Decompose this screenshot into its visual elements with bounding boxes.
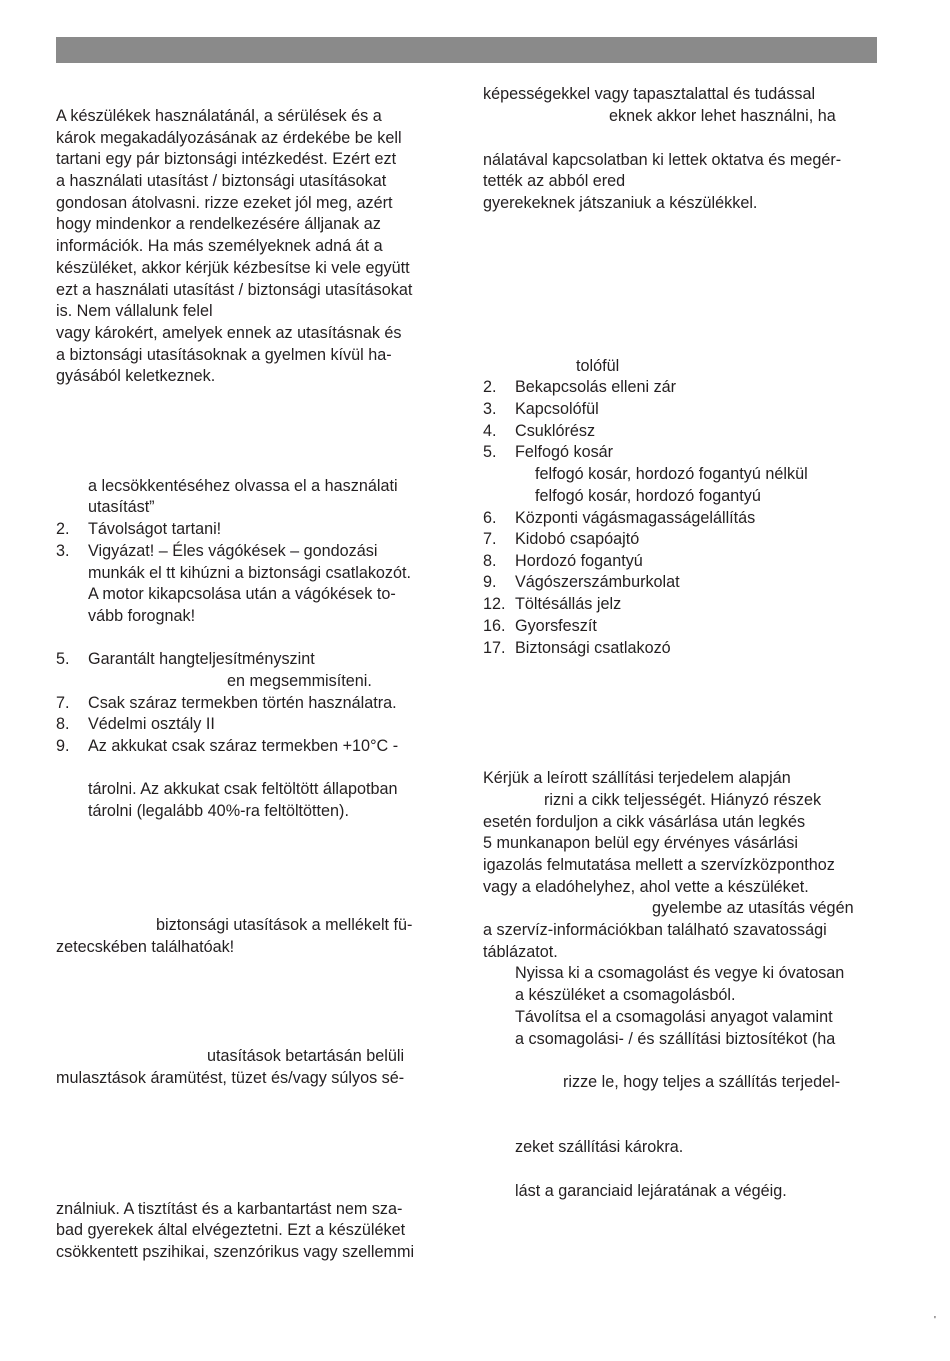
list-item-text: vább forognak! <box>88 607 196 625</box>
list-item-text: Csuklórész <box>515 422 596 440</box>
text-line: is. Nem vállalunk felel <box>56 302 213 320</box>
list-item-text: A motor kikapcsolása után a vágókések to- <box>88 585 396 603</box>
list-number: 8. <box>483 552 497 570</box>
list-item-text: Töltésállás jelz <box>515 595 622 613</box>
text-line: esetén forduljon a cikk vásárlása után legkés <box>483 813 806 831</box>
list-number: 3. <box>483 400 497 418</box>
list-item-text: Biztonsági csatlakozó <box>515 639 671 657</box>
text-line: bad gyerekek által elvégeztetni. Ezt a készüléket <box>56 1221 406 1239</box>
list-number: 7. <box>483 530 497 548</box>
text-line: mulasztások áramütést, tüzet és/vagy súlyos sé- <box>56 1069 405 1087</box>
list-item-text: felfogó kosár, hordozó fogantyú nélkül <box>535 465 808 483</box>
step-text: zeket szállítási károkra. <box>515 1138 684 1156</box>
list-number: 2. <box>56 520 70 538</box>
list-item-text: tolófül <box>576 357 620 375</box>
text-line: a használati utasítást / biztonsági utasításokat <box>56 172 387 190</box>
text-line: biztonsági utasítások a mellékelt fü- <box>156 916 413 934</box>
step-text: Távolítsa el a csomagolási anyagot valamint <box>515 1008 833 1026</box>
list-item-text: Csak száraz termekben történ használatra. <box>88 694 397 712</box>
corner-mark: ' <box>934 1315 936 1326</box>
list-item-text: utasítást” <box>88 498 155 516</box>
text-line: károk megakadályozásának az érdekébe be kell <box>56 129 402 147</box>
list-item-text: Kapcsolófül <box>515 400 599 418</box>
list-item-text: Kidobó csapóajtó <box>515 530 640 548</box>
text-line: Kérjük a leírott szállítási terjedelem alapján <box>483 769 791 787</box>
text-line: gyerekeknek játszaniuk a készülékkel. <box>483 194 758 212</box>
list-number: 4. <box>483 422 497 440</box>
list-item-text: Hordozó fogantyú <box>515 552 643 570</box>
list-item-text: en megsemmisíteni. <box>227 672 372 690</box>
list-item-text: tárolni (legalább 40%-ra feltöltötten). <box>88 802 349 820</box>
list-number: 7. <box>56 694 70 712</box>
text-line: vagy károkért, amelyek ennek az utasításnak és <box>56 324 402 342</box>
text-line: 5 munkanapon belül egy érvényes vásárlási <box>483 834 798 852</box>
text-line: a szervíz-információkban található szavatossági <box>483 921 827 939</box>
text-line: tartani egy pár biztonsági intézkedést. Ezért ezt <box>56 150 397 168</box>
list-item-text: tárolni. Az akkukat csak feltöltött állapotban <box>88 780 398 798</box>
list-item-text: Védelmi osztály II <box>88 715 215 733</box>
text-line: a biztonsági utasításoknak a gyelmen kívül ha- <box>56 346 392 364</box>
text-line: készüléket, akkor kérjük kézbesítse ki vele együtt <box>56 259 410 277</box>
text-line: vagy a eladóhelyhez, ahol vette a készüléket. <box>483 878 809 896</box>
list-number: 8. <box>56 715 70 733</box>
header-bar <box>56 37 877 63</box>
list-item-text: Távolságot tartani! <box>88 520 222 538</box>
text-line: gondosan átolvasni. rizze ezeket jól meg, azért <box>56 194 393 212</box>
list-item-text: Gyorsfeszít <box>515 617 597 635</box>
list-item-text: Központi vágásmagasságelállítás <box>515 509 756 527</box>
list-number: 3. <box>56 542 70 560</box>
step-text: Nyissa ki a csomagolást és vegye ki óvatosan <box>515 964 845 982</box>
list-number: 12. <box>483 595 506 613</box>
text-line: gyásából keletkeznek. <box>56 367 216 385</box>
text-line: eknek akkor lehet használni, ha <box>609 107 836 125</box>
step-text: lást a garanciaid lejáratának a végéig. <box>515 1182 787 1200</box>
text-line: ználniuk. A tisztítást és a karbantartást nem sza- <box>56 1200 403 1218</box>
text-line: tették az abból ered <box>483 172 626 190</box>
text-line: ezt a használati utasítást / biztonsági utasításokat <box>56 281 413 299</box>
list-item-text: Vágószerszámburkolat <box>515 573 680 591</box>
list-item-text: Az akkukat csak száraz termekben +10°C - <box>88 737 399 755</box>
list-item-text: Bekapcsolás elleni zár <box>515 378 677 396</box>
step-text: a csomagolási- / és szállítási biztosítékot (ha <box>515 1030 836 1048</box>
list-item-text: munkák el tt kihúzni a biztonsági csatlakozót. <box>88 564 412 582</box>
text-line: nálatával kapcsolatban ki lettek oktatva és megér- <box>483 151 842 169</box>
list-item-text: Vigyázat! – Éles vágókések – gondozási <box>88 542 378 560</box>
text-line: utasítások betartásán belüli <box>207 1047 405 1065</box>
text-line: rizni a cikk teljességét. Hiányzó részek <box>544 791 822 809</box>
list-number: 5. <box>56 650 70 668</box>
list-item-text: Garantált hangteljesítményszint <box>88 650 315 668</box>
list-number: 9. <box>483 573 497 591</box>
text-line: táblázatot. <box>483 943 558 961</box>
text-line: gyelembe az utasítás végén <box>652 899 854 917</box>
text-line: csökkentett pszihikai, szenzórikus vagy szellemmi <box>56 1243 415 1261</box>
step-text: a készüléket a csomagolásból. <box>515 986 736 1004</box>
list-item-text: Felfogó kosár <box>515 443 614 461</box>
text-line: képességekkel vagy tapasztalattal és tudással <box>483 85 816 103</box>
list-number: 5. <box>483 443 497 461</box>
list-number: 16. <box>483 617 506 635</box>
list-item-text: felfogó kosár, hordozó fogantyú <box>535 487 761 505</box>
list-number: 9. <box>56 737 70 755</box>
text-line: igazolás felmutatása mellett a szervízközponthoz <box>483 856 835 874</box>
list-number: 17. <box>483 639 506 657</box>
text-line: hogy mindenkor a rendelkezésére álljanak az <box>56 215 381 233</box>
text-line: A készülékek használatánál, a sérülések és a <box>56 107 382 125</box>
list-number: 6. <box>483 509 497 527</box>
step-text: rizze le, hogy teljes a szállítás terjedel- <box>563 1073 841 1091</box>
list-item-text: a lecsökkentéséhez olvassa el a használati <box>88 477 398 495</box>
list-number: 2. <box>483 378 497 396</box>
text-line: zetecskében találhatóak! <box>56 938 235 956</box>
text-line: információk. Ha más személyeknek adná át a <box>56 237 383 255</box>
